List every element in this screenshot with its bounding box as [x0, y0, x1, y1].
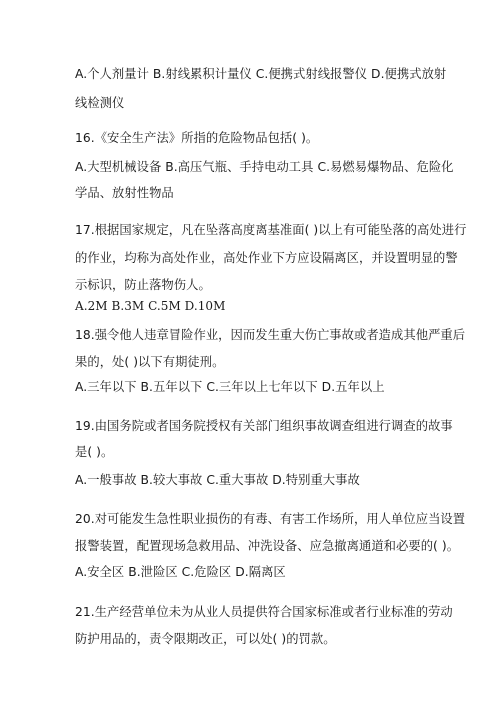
q18-options: A.三年以下 B.五年以下 C.三年以上七年以下 D.五年以上: [75, 380, 385, 394]
q17-stem-line-1: 17.根据国家规定，凡在坠落高度离基准面( )以上有可能坠落的高处进行: [75, 223, 467, 237]
q16-options-line-1: A.大型机械设备 B.高压气瓶、手持电动工具 C.易燃易爆物品、危险化: [75, 160, 454, 174]
q20-stem-line-1: 20.对可能发生急性职业损伤的有毒、有害工作场所，用人单位应当设置: [75, 512, 466, 526]
q17-stem-line-2: 的作业，均称为高处作业，高处作业下方应设隔离区，并设置明显的警: [75, 251, 458, 265]
q20-options: A.安全区 B.泄险区 C.危险区 D.隔离区: [75, 565, 286, 579]
q20-stem-line-2: 报警装置，配置现场急救用品、冲洗设备、应急撤离通道和必要的( )。: [75, 539, 460, 553]
q19-stem-line-2: 是( )。: [75, 445, 114, 459]
q21-stem-line-2: 防护用品的，责令限期改正，可以处( )的罚款。: [75, 632, 336, 646]
q17-stem-line-3: 示标识，防止落物伤人。: [75, 278, 211, 292]
q17-options: A.2M B.3M C.5M D.10M: [75, 299, 226, 313]
q18-stem-line-1: 18.强令他人违章冒险作业，因而发生重大伤亡事故或者造成其他严重后: [75, 328, 466, 342]
q16-stem: 16.《安全生产法》所指的危险物品包括( )。: [75, 131, 319, 145]
q21-stem-line-1: 21.生产经营单位未为从业人员提供符合国家标准或者行业标准的劳动: [75, 605, 453, 619]
q19-stem-line-1: 19.由国务院或者国务院授权有关部门组织事故调查组进行调查的故事: [75, 419, 453, 433]
q15-options-line-2: 线检测仪: [75, 96, 125, 110]
q16-options-line-2: 学品、放射性物品: [75, 186, 174, 200]
q18-stem-line-2: 果的，处( )以下有期徒刑。: [75, 355, 225, 369]
q19-options: A.一般事故 B.较大事故 C.重大事故 D.特别重大事故: [75, 473, 360, 487]
q15-options-line-1: A.个人剂量计 B.射线累积计量仪 C.便携式射线报警仪 D.便携式放射: [75, 67, 447, 81]
